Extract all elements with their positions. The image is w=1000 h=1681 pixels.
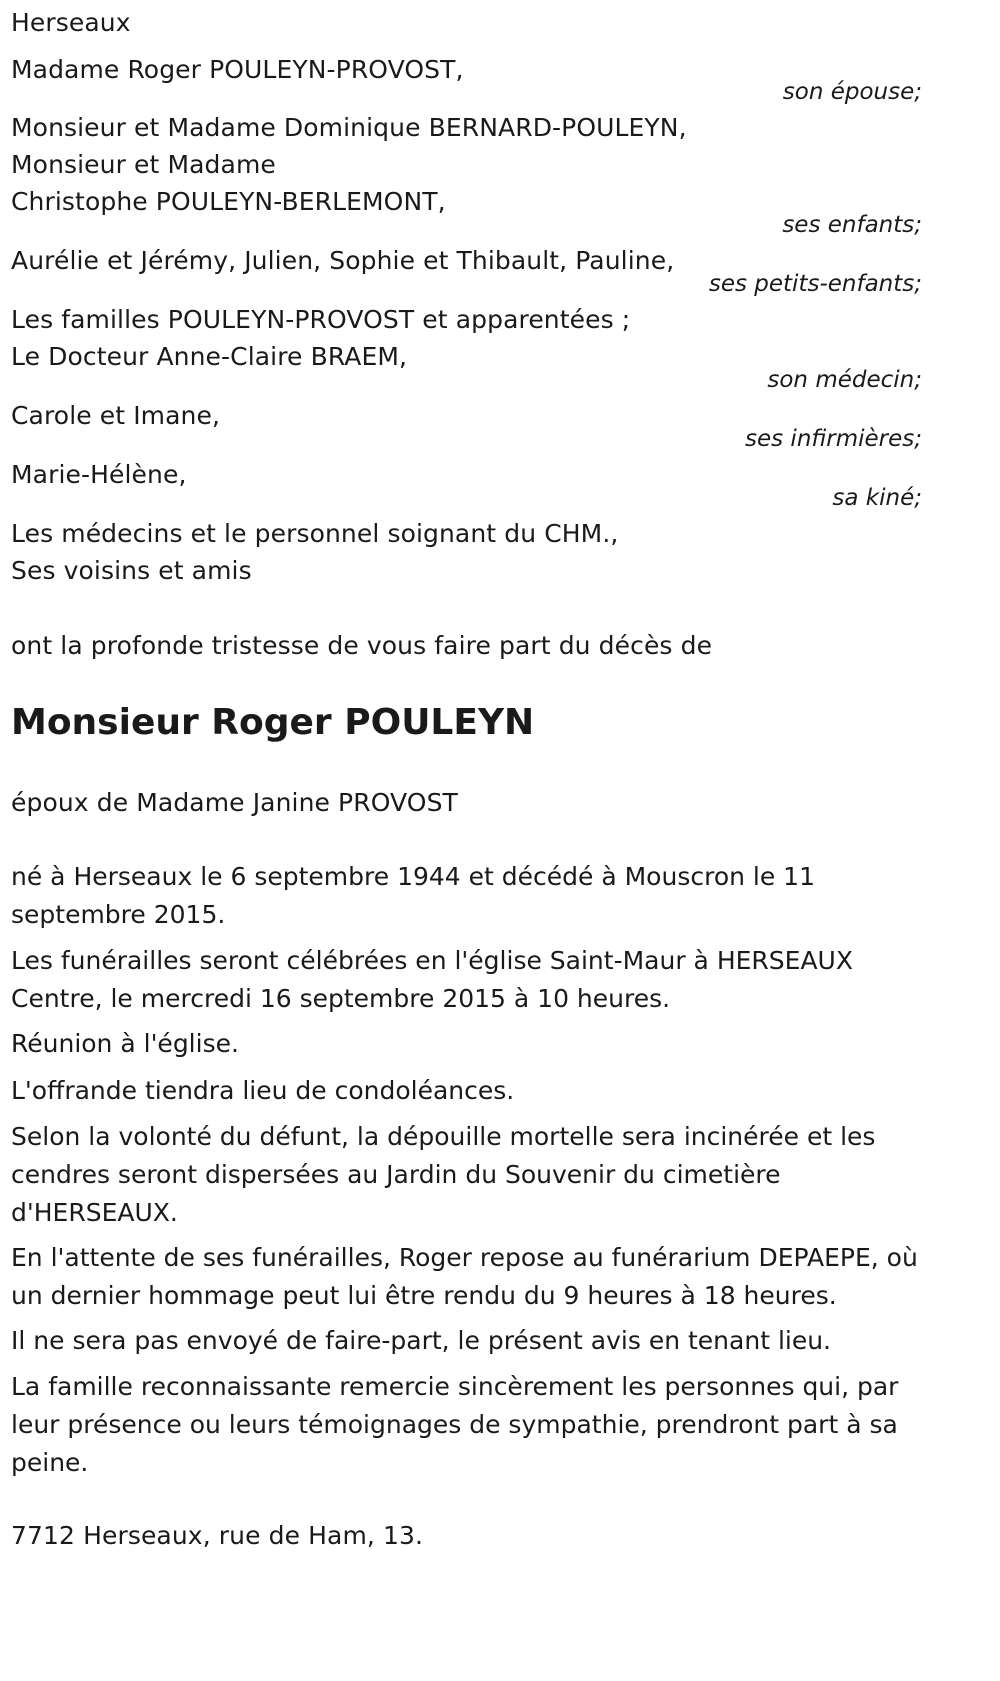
role-nurses: ses infirmières; [745,426,922,452]
address-text: 7712 Herseaux, rue de Ham, 13. [11,1521,424,1550]
announcement-text: ont la profonde tristesse de vous faire part du décès de [11,631,713,660]
funeral-paragraph: Les funérailles seront célébrées en l'église Saint-Maur à HERSEAUX Centre, le mercredi 16 septembre 2015 à 10 heures. [11,946,853,1013]
family-line-spouse: Madame Roger POULEYN-PROVOST, [11,55,464,84]
place-heading: Herseaux [11,8,131,37]
notice-paragraph: Il ne sera pas envoyé de faire-part, le présent avis en tenant lieu. [11,1326,832,1355]
meeting-paragraph: Réunion à l'église. [11,1029,239,1058]
family-line-staff: Les médecins et le personnel soignant du CHM., [11,519,619,548]
family-line-nurses: Carole et Imane, [11,401,221,430]
funerarium-paragraph: En l'attente de ses funérailles, Roger repose au funérarium DEPAEPE, où un dernier hommage peut lui être rendu du 9 heures à 18 heures. [11,1243,918,1310]
family-line-doctor: Le Docteur Anne-Claire BRAEM, [11,342,408,371]
family-line-children-2: Monsieur et Madame [11,150,276,179]
family-line-relatives: Les familles POULEYN-PROVOST et apparentées ; [11,305,631,334]
role-doctor: son médecin; [767,367,922,393]
thanks-paragraph: La famille reconnaissante remercie sincèrement les personnes qui, par leur présence ou leurs témoignages de sympathie, prendront part à sa peine. [11,1372,899,1477]
deceased-name: Monsieur Roger POULEYN [11,702,535,743]
family-line-children-1: Monsieur et Madame Dominique BERNARD-POULEYN, [11,113,687,142]
cremation-paragraph: Selon la volonté du défunt, la dépouille mortelle sera incinérée et les cendres seront dispersées au Jardin du Souvenir du cimetière d'HERSEAUX. [11,1122,876,1227]
family-line-children-3: Christophe POULEYN-BERLEMONT, [11,187,446,216]
role-grandchildren: ses petits-enfants; [708,271,922,297]
role-spouse: son épouse; [782,79,922,105]
family-line-friends: Ses voisins et amis [11,556,252,585]
family-line-grandchildren: Aurélie et Jérémy, Julien, Sophie et Thibault, Pauline, [11,246,675,275]
role-children: ses enfants; [782,212,922,238]
spouse-text: époux de Madame Janine PROVOST [11,788,458,817]
offering-paragraph: L'offrande tiendra lieu de condoléances. [11,1076,515,1105]
role-physio: sa kiné; [832,485,922,511]
family-line-physio: Marie-Hélène, [11,460,187,489]
birth-death-text: né à Herseaux le 6 septembre 1944 et décédé à Mouscron le 11 septembre 2015. [11,862,815,929]
